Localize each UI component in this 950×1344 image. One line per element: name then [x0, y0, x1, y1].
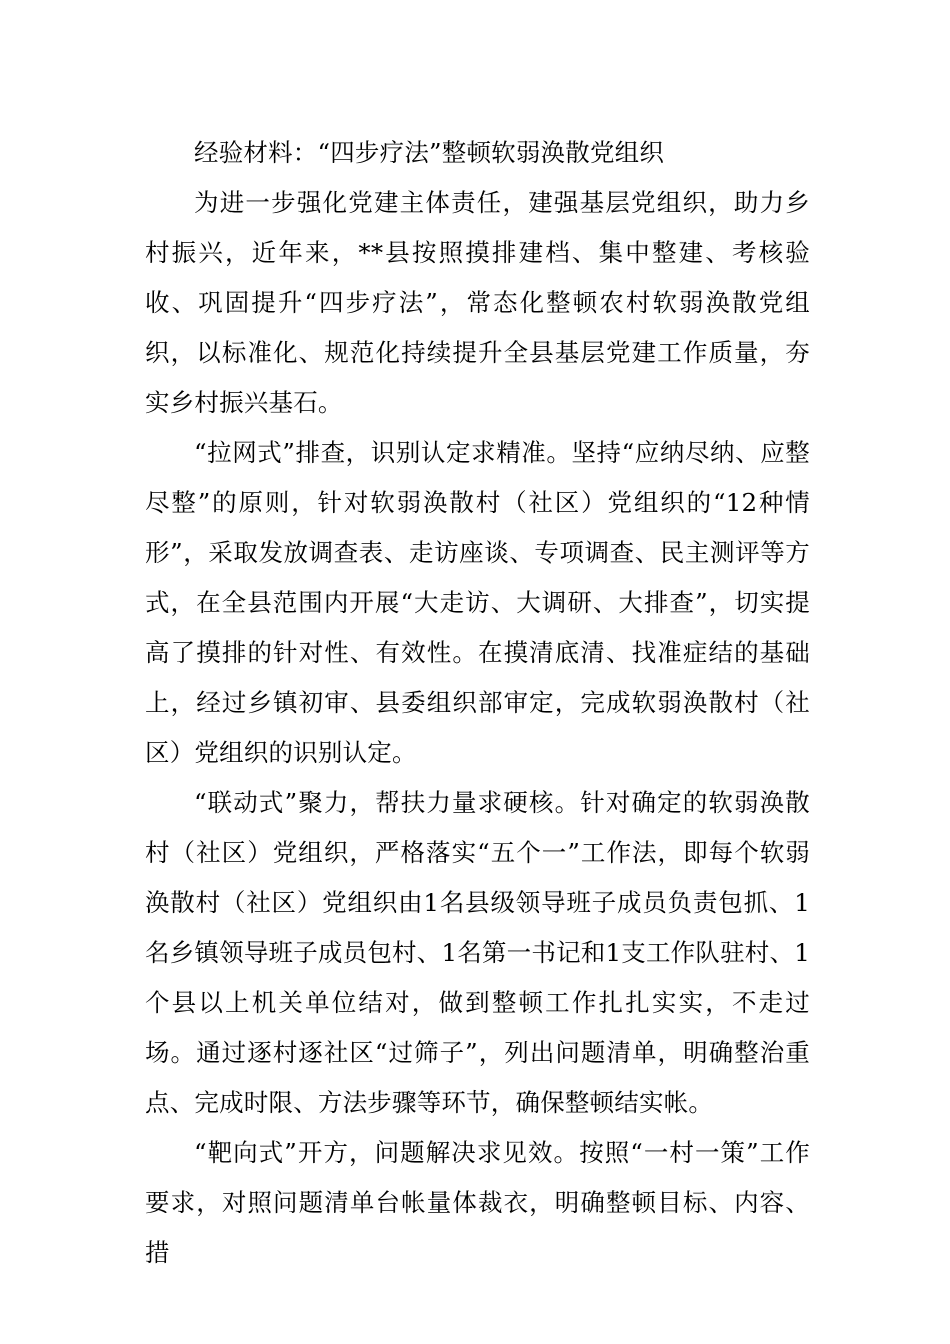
document-title: 经验材料：“四步疗法”整顿软弱涣散党组织 [194, 138, 665, 167]
paragraph-investigation: “拉网式”排查，识别认定求精准。坚持“应纳尽纳、应整尽整”的原则，针对软弱涣散村（社区）党组织的“12种情形”，采取发放调查表、走访座谈、专项调查、民主测评等方式，在全县范围内开展“大走访、大调研、大排查”，切实提高了摸排的针对性、有效性。在摸清底清、找准症结的基础上，经过乡镇初审、县委组织部审定，完成软弱涣散村（社区）党组织的识别认定。 [145, 438, 810, 767]
paragraph-linkage: “联动式”聚力，帮扶力量求硬核。针对确定的软弱涣散村（社区）党组织，严格落实“五个一”工作法，即每个软弱涣散村（社区）党组织由1名县级领导班子成员负责包抓、1名乡镇领导班子成员包村、1名第一书记和1支工作队驻村、1个县以上机关单位结对，做到整顿工作扎扎实实，不走过场。通过逐村逐社区“过筛子”，列出问题清单，明确整治重点、完成时限、方法步骤等环节，确保整顿结实帐。 [145, 788, 810, 1117]
document-body [145, 128, 810, 1278]
paragraph-targeted: “靶向式”开方，问题解决求见效。按照“一村一策”工作要求，对照问题清单台帐量体裁衣，明确整顿目标、内容、措 [145, 1138, 810, 1267]
paragraph-intro: 为进一步强化党建主体责任，建强基层党组织，助力乡村振兴，近年来，**县按照摸排建档、集中整建、考核验收、巩固提升“四步疗法”，常态化整顿农村软弱涣散党组织，以标准化、规范化持续提升全县基层党建工作质量，夯实乡村振兴基石。 [145, 188, 810, 417]
